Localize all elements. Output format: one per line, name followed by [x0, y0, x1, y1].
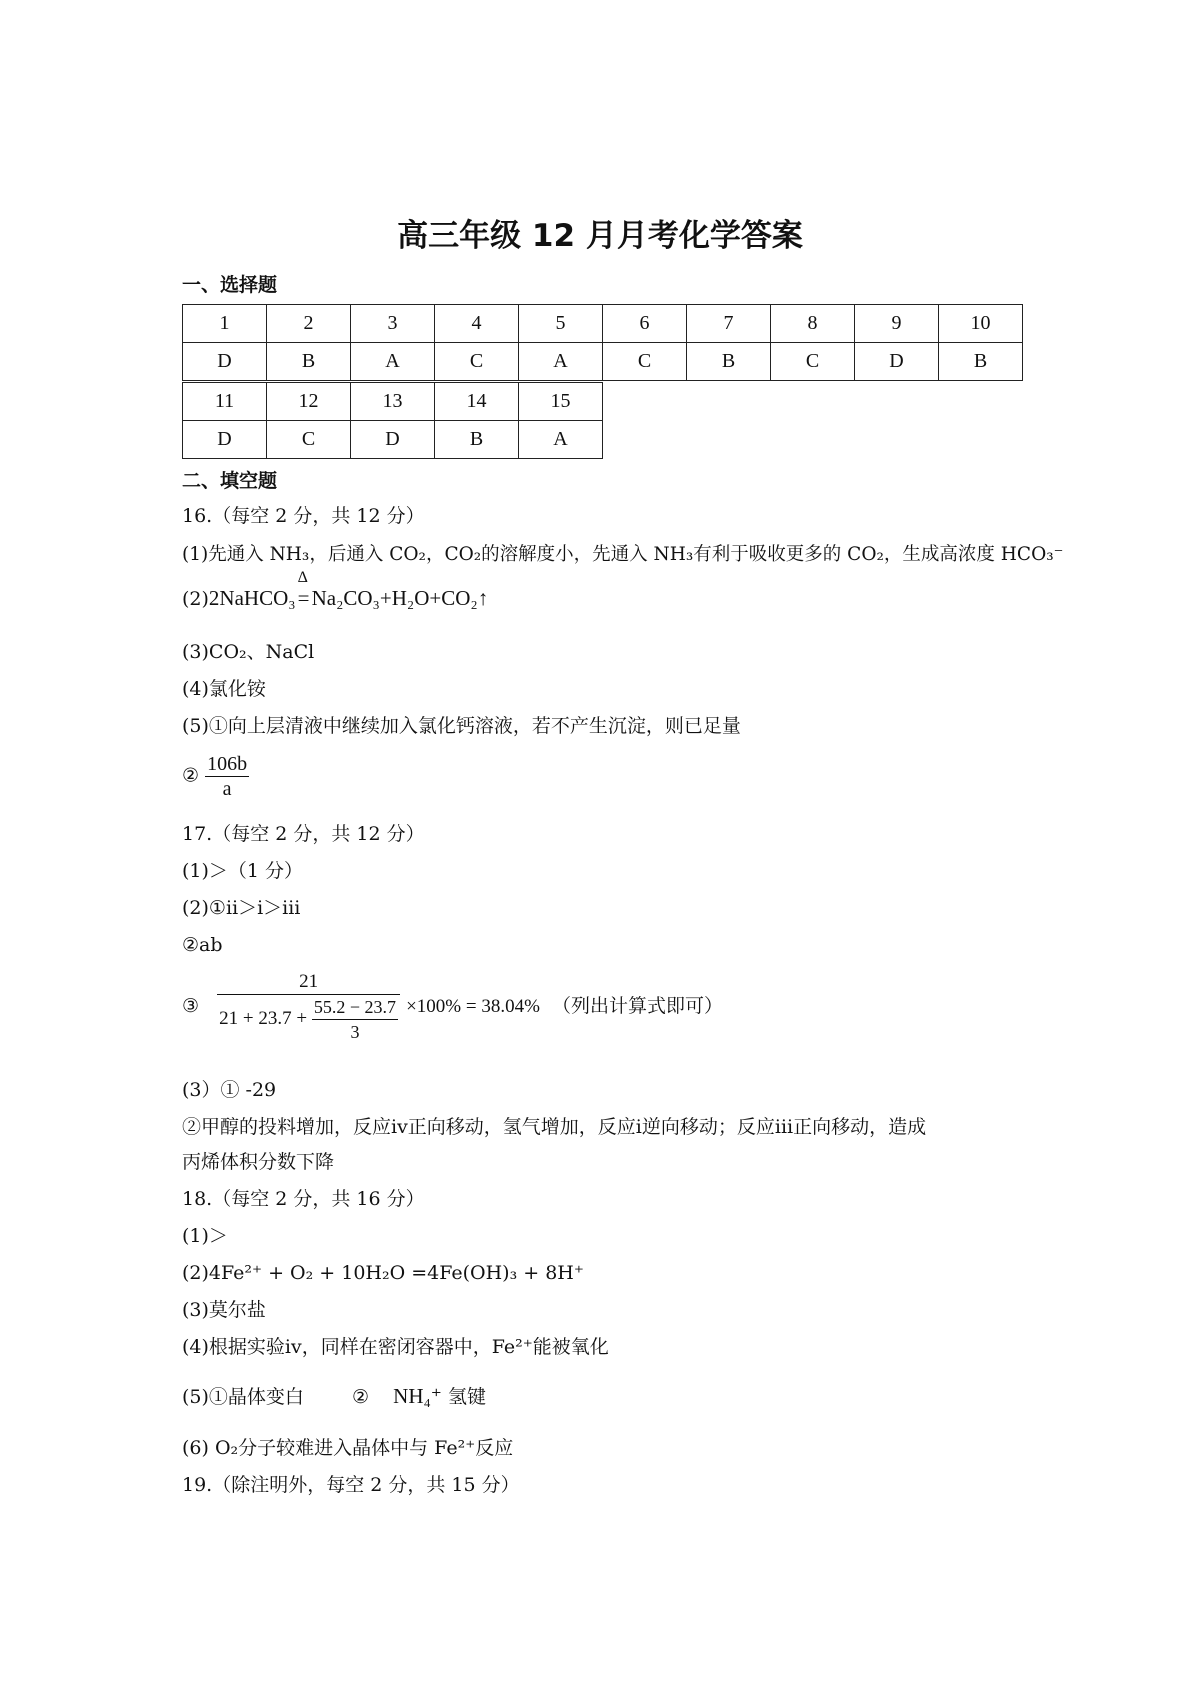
answer-part-d: 氢键: [447, 1386, 486, 1408]
section-choice-heading: 一、选择题: [182, 274, 278, 296]
q17-answer-4: [182, 970, 723, 1044]
table-cell: A: [519, 343, 603, 381]
q18-answer-1: (1)＞: [182, 1225, 228, 1247]
q18-answer-4: (4)根据实验ⅳ，同样在密闭容器中，Fe²⁺能被氧化: [182, 1336, 609, 1358]
table-cell: B: [435, 421, 519, 459]
inner-denominator: 3: [350, 1022, 360, 1042]
q16-answer-4: (4)氯化铵: [182, 678, 266, 700]
fraction: [205, 752, 249, 801]
answer-prefix: ②: [182, 764, 200, 787]
q18-answer-6: (6) O₂分子较难进入晶体中与 Fe²⁺反应: [182, 1437, 514, 1459]
table-cell: 2: [267, 305, 351, 343]
table-cell: 15: [519, 383, 603, 421]
equation-rhs: Na₂CO₃+H₂O+CO₂↑: [311, 586, 489, 610]
q17-answer-3: ②ab: [182, 934, 223, 956]
table-cell: D: [183, 421, 267, 459]
table-cell: C: [267, 421, 351, 459]
table-cell: 7: [687, 305, 771, 343]
q16-answer-5: (5)①向上层清液中继续加入氯化钙溶液，若不产生沉淀，则已足量: [182, 715, 741, 737]
q16-heading: 16.（每空 2 分，共 12 分）: [182, 505, 425, 527]
table-row: [183, 383, 603, 421]
table-row: [183, 343, 1023, 381]
table-cell: A: [519, 421, 603, 459]
fraction-numerator: 21: [217, 970, 400, 995]
table-cell: 8: [771, 305, 855, 343]
q18-heading: 18.（每空 2 分，共 16 分）: [182, 1188, 425, 1210]
q17-heading: 17.（每空 2 分，共 12 分）: [182, 823, 425, 845]
page-title: 高三年级 12 月月考化学答案: [397, 218, 803, 254]
table-cell: 4: [435, 305, 519, 343]
table-cell: 9: [855, 305, 939, 343]
table-cell: 1: [183, 305, 267, 343]
table-cell: 13: [351, 383, 435, 421]
answer-part-b: ②: [352, 1386, 370, 1408]
heat-equals: Δ =: [296, 586, 312, 610]
q18-answer-5: [182, 1384, 486, 1409]
table-cell: 12: [267, 383, 351, 421]
q17-answer-5: (3）① -29: [182, 1079, 277, 1101]
table-cell: 3: [351, 305, 435, 343]
table-cell: 14: [435, 383, 519, 421]
q16-answer-3: (3)CO₂、NaCl: [182, 641, 315, 663]
delta-symbol: Δ: [297, 569, 308, 586]
table-cell: B: [267, 343, 351, 381]
table-cell: C: [771, 343, 855, 381]
q17-answer-7: 丙烯体积分数下降: [182, 1151, 335, 1173]
denominator-sum: 21 + 23.7 +: [219, 1007, 308, 1029]
q16-answer-2: [182, 569, 489, 611]
table-cell: D: [183, 343, 267, 381]
answer-part-a: (5)①晶体变白: [182, 1386, 304, 1408]
ammonium-ion: NH₄⁺: [393, 1384, 442, 1408]
table-row: [183, 305, 1023, 343]
table-cell: C: [603, 343, 687, 381]
table-cell: C: [435, 343, 519, 381]
table-cell: 11: [183, 383, 267, 421]
q19-heading: 19.（除注明外，每空 2 分，共 15 分）: [182, 1474, 520, 1496]
q16-answer-1: (1)先通入 NH₃，后通入 CO₂，CO₂的溶解度小，先通入 NH₃有利于吸收更多的 CO₂，生成高浓度 HCO₃⁻: [182, 544, 1064, 565]
percent-result: ×100% = 38.04%: [406, 996, 540, 1017]
table-cell: A: [351, 343, 435, 381]
fraction-denominator: a: [222, 778, 232, 800]
table-cell: 6: [603, 305, 687, 343]
q17-answer-2: (2)①ⅱ＞ⅰ＞ⅲ: [182, 897, 301, 919]
yield-fraction: [217, 970, 400, 1044]
q18-answer-2: (2)4Fe²⁺ + O₂ + 10H₂O =4Fe(OH)₃ + 8H⁺: [182, 1262, 584, 1284]
fraction-denominator: [217, 995, 400, 1044]
section-fill-heading: 二、填空题: [182, 470, 278, 492]
table-cell: 10: [939, 305, 1023, 343]
q18-answer-3: (3)莫尔盐: [182, 1299, 266, 1321]
inner-numerator: 55.2 − 23.7: [312, 995, 398, 1020]
table-cell: D: [351, 421, 435, 459]
answer-table: [182, 304, 1023, 381]
fraction-numerator: 106b: [207, 753, 248, 775]
table-cell: 5: [519, 305, 603, 343]
answer-table-2: [182, 382, 603, 459]
table-cell: D: [855, 343, 939, 381]
answer-prefix: (2): [182, 588, 209, 610]
table-cell: B: [687, 343, 771, 381]
table-row: [183, 421, 603, 459]
answer-prefix: ③: [182, 995, 200, 1017]
table-cell: B: [939, 343, 1023, 381]
q16-answer-6: [182, 752, 249, 801]
equation-lhs: 2NaHCO₃: [208, 586, 296, 610]
q17-answer-1: (1)＞（1 分）: [182, 860, 304, 882]
q17-answer-6: ②甲醇的投料增加，反应ⅳ正向移动，氢气增加，反应ⅰ逆向移动；反应ⅲ正向移动，造成: [182, 1116, 927, 1138]
inner-fraction: [312, 995, 398, 1044]
calc-note: （列出计算式即可）: [552, 995, 724, 1017]
